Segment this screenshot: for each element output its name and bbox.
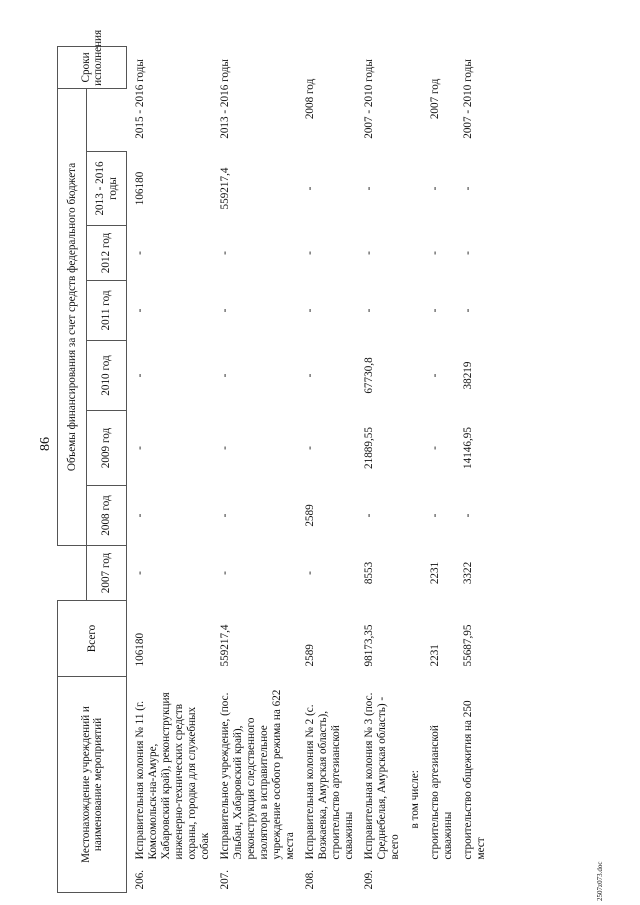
row-2009: - xyxy=(219,446,231,450)
row-2007: 8553 xyxy=(363,561,375,585)
row-2013-2016: 559217,4 xyxy=(219,167,231,210)
row-2011: - xyxy=(304,308,316,313)
row-2008: 2589 xyxy=(304,504,316,527)
row-2013-2016: - xyxy=(462,186,474,191)
row-total: 55687,95 xyxy=(462,624,474,667)
header-name: Местонахождение учреждений и наименование мероприятий xyxy=(58,676,127,892)
row-total: 98173,35 xyxy=(363,624,375,667)
row-2010: 38219 xyxy=(462,361,474,390)
header-2008: 2008 год xyxy=(87,485,127,545)
table-row xyxy=(356,46,402,892)
row-2007: - xyxy=(219,571,231,575)
row-2013-2016: - xyxy=(429,186,441,191)
row-2011: - xyxy=(219,308,231,313)
header-2013-2016: 2013 - 2016 годы xyxy=(87,151,127,225)
header-2010: 2010 год xyxy=(87,340,127,410)
row-total: 2231 xyxy=(429,644,441,667)
row-2008: - xyxy=(462,513,474,518)
table-row xyxy=(402,46,422,892)
row-total xyxy=(402,600,422,676)
header-2009: 2009 год xyxy=(87,410,127,485)
row-2007: - xyxy=(304,571,316,575)
row-2009: 21889,55 xyxy=(363,427,375,469)
row-name: Исправительная колония № 11 (г. Комсомольск-на-Амуре, Хабаровский край), реконструкция инженерно-технических средств охраны, городка для служебных собак xyxy=(134,692,211,860)
row-term: 2008 год xyxy=(304,78,316,120)
table-row xyxy=(455,46,488,892)
row-number: 207. xyxy=(219,869,231,890)
row-term: 2015 - 2016 годы xyxy=(134,59,146,139)
row-term: 2007 год xyxy=(429,78,441,120)
header-group: Объемы финансирования за счет средств федерального бюджета xyxy=(58,88,87,545)
page-number: 86 xyxy=(38,437,53,451)
row-2011: - xyxy=(429,308,441,313)
header-term: Сроки исполнения xyxy=(58,46,127,88)
row-2011: - xyxy=(462,308,474,313)
row-2007: 2231 xyxy=(429,561,441,585)
row-2007: - xyxy=(134,571,146,575)
table-row xyxy=(297,46,356,892)
row-term xyxy=(402,46,422,151)
row-2013-2016: - xyxy=(304,186,316,191)
row-total: 106180 xyxy=(134,632,146,667)
table-row xyxy=(127,46,213,892)
row-2009: 14146,95 xyxy=(462,427,474,469)
row-2008: - xyxy=(429,513,441,518)
row-2013-2016: 106180 xyxy=(134,171,146,206)
row-2012: - xyxy=(462,251,474,255)
row-2010: - xyxy=(134,373,146,378)
row-2012: - xyxy=(134,251,146,255)
table-row xyxy=(422,46,455,892)
row-name: строительство общежития на 250 мест xyxy=(462,700,487,860)
header-2007: 2007 год xyxy=(87,545,127,600)
row-2011 xyxy=(402,280,422,340)
row-2009 xyxy=(402,410,422,485)
table-header xyxy=(58,29,127,892)
row-2008 xyxy=(402,485,422,545)
row-2008: - xyxy=(134,513,146,518)
row-number xyxy=(455,863,488,893)
row-number: 208. xyxy=(304,869,316,890)
row-name: в том числе: xyxy=(409,770,421,829)
row-2010: - xyxy=(219,373,231,378)
row-2011: - xyxy=(134,308,146,313)
row-term: 2013 - 2016 годы xyxy=(219,59,231,139)
row-number: 209. xyxy=(363,869,375,890)
row-term: 2007 - 2010 годы xyxy=(363,59,375,139)
row-2012: - xyxy=(219,251,231,255)
row-name: Исправительная колония № 2 (с. Возжаевка, Амурская область), строительство артезианской скважины xyxy=(304,704,355,860)
row-name: Исправительная колония № 3 (пос. Среднебелая, Амурская область) - всего xyxy=(363,692,401,860)
row-number: 206. xyxy=(134,869,146,890)
financing-table xyxy=(57,29,488,893)
table-body xyxy=(127,46,489,892)
row-2012: - xyxy=(429,251,441,255)
row-2013-2016: - xyxy=(363,186,375,191)
row-2009: - xyxy=(304,446,316,450)
row-2007: 3322 xyxy=(462,561,474,585)
row-2012: - xyxy=(363,251,375,255)
row-2010: 67730,8 xyxy=(363,357,375,394)
row-number xyxy=(402,863,422,893)
row-2012: - xyxy=(304,251,316,255)
header-2011: 2011 год xyxy=(87,280,127,340)
row-2010: - xyxy=(304,373,316,378)
row-2009: - xyxy=(429,446,441,450)
row-2007 xyxy=(402,545,422,600)
row-number xyxy=(422,863,455,893)
row-2010 xyxy=(402,340,422,410)
row-2008: - xyxy=(363,513,375,518)
row-2009: - xyxy=(134,446,146,450)
row-name: строительство артезианской скважины xyxy=(429,725,454,860)
footer-filename: 2507z073.doc xyxy=(596,861,604,901)
table-row xyxy=(212,46,297,892)
header-2012: 2012 год xyxy=(87,225,127,280)
row-total: 2589 xyxy=(304,644,316,667)
row-2012 xyxy=(402,225,422,280)
row-2013-2016 xyxy=(402,151,422,225)
row-2008: - xyxy=(219,513,231,518)
row-total: 559217,4 xyxy=(219,624,231,667)
row-term: 2007 - 2010 годы xyxy=(462,59,474,139)
row-2010: - xyxy=(429,373,441,378)
row-2011: - xyxy=(363,308,375,313)
row-name: Исправительное учреждение, (пос. Эльбан, Хабаровский край), реконструкция следственного изолятора в исправительное учреждение особого режима на 622 места xyxy=(219,689,296,860)
header-total: Всего xyxy=(58,600,127,676)
